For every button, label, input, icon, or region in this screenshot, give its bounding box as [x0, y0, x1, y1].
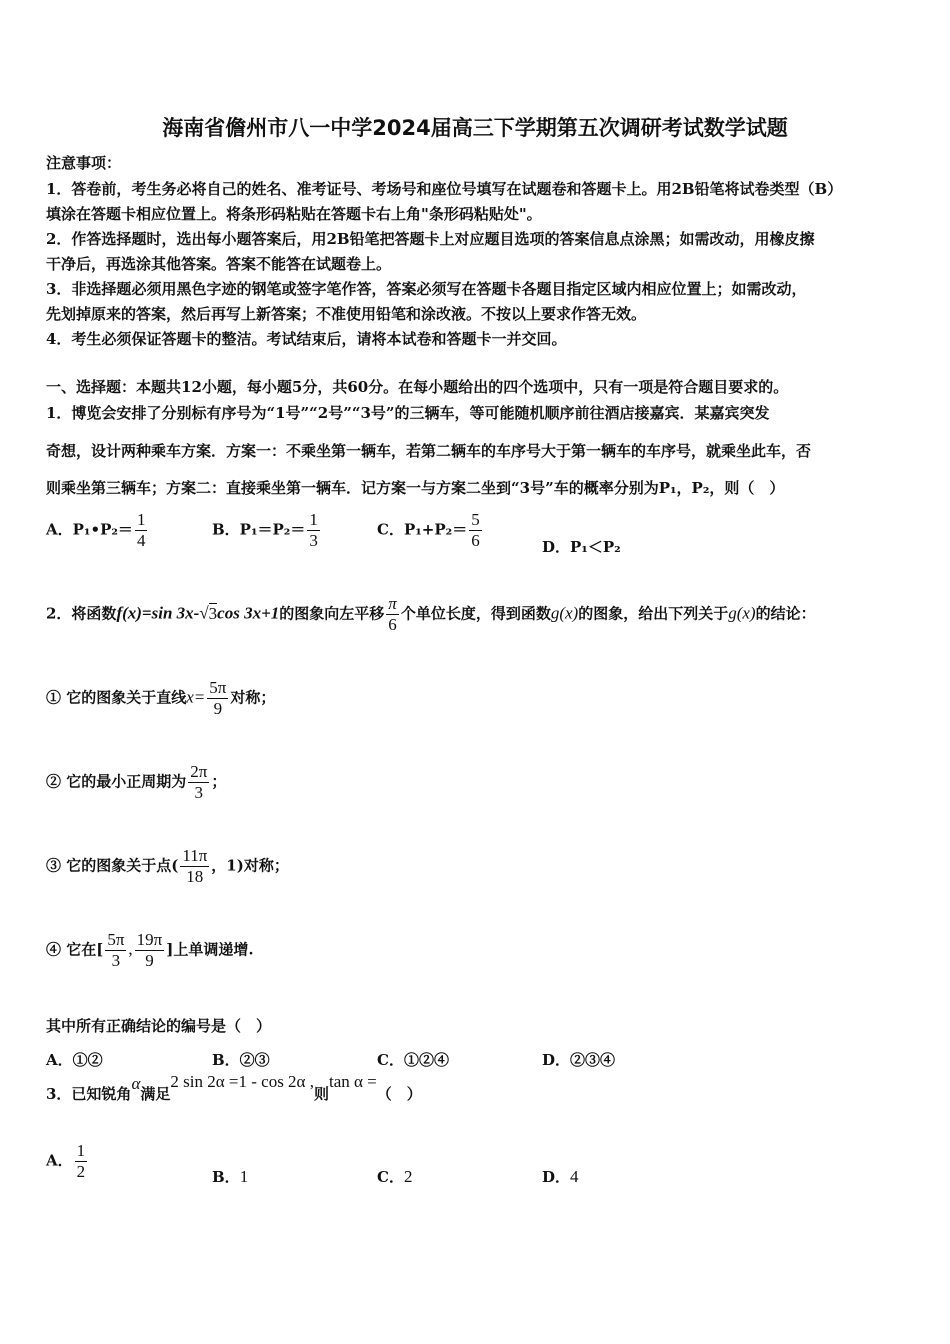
q2-conclusion-2: ② 它的最小正周期为 $\frac{2\pi}{3}$ ；	[46, 762, 227, 802]
q1-option-c[interactable]	[377, 510, 484, 551]
option-label: C．P₁+P₂＝	[377, 520, 468, 539]
q2-option-b[interactable]: B．②③	[212, 1051, 270, 1069]
q1-line: 1．博览会安排了分别标有序号为“1号”“2号”“3号”的三辆车，等可能随机顺序前往酒店接嘉宾．某嘉宾突发	[46, 404, 770, 422]
q2-conclusion-1: ① 它的图象关于直线x= $\frac{5\pi}{9}$ 对称；	[46, 678, 276, 718]
notice-line: 填涂在答题卡相应位置上。将条形码粘贴在答题卡右上角"条形码粘贴处"。	[46, 205, 542, 223]
fraction: $\frac{1}{3}$	[309, 510, 318, 550]
fraction: $\frac{5\pi}{3}$	[107, 930, 125, 970]
q1-option-a[interactable]	[46, 510, 149, 551]
q2-option-d[interactable]: D．②③④	[542, 1051, 616, 1069]
notice-line: 4．考生必须保证答题卡的整洁。考试结束后，请将本试卷和答题卡一并交回。	[46, 330, 567, 348]
q2-stem: 2．将函数f(x)=sin 3x-√3cos 3x+1的图象向左平移 $\frac{\pi}{6}$ 个单位长度，得到函数g(x)的图象，给出下列关于g(x)的结论：	[46, 594, 816, 634]
q1-option-b[interactable]	[212, 510, 322, 551]
option-label: A．P₁•P₂＝	[46, 520, 133, 539]
fraction: $\frac{5\pi}{9}$	[209, 678, 227, 718]
q1-option-d[interactable]: D．P₁＜P₂	[542, 538, 621, 556]
option-label: B．P₁＝P₂＝	[212, 520, 306, 539]
q2-option-c[interactable]: C．①②④	[377, 1051, 449, 1069]
q3-option-d[interactable]: D．4	[542, 1167, 579, 1186]
fraction: $\frac{1}{4}$	[136, 510, 146, 550]
section-heading: 一、选择题：本题共12小题，每小题5分，共60分。在每小题给出的四个选项中，只有一项是符合题目要求的。	[46, 378, 789, 396]
notice-heading: 注意事项：	[46, 154, 122, 172]
page-title: 海南省儋州市八一中学2024届高三下学期第五次调研考试数学试题	[162, 116, 788, 140]
q2-ask: 其中所有正确结论的编号是（ ）	[46, 1017, 272, 1035]
fraction: $\frac{2\pi}{3}$	[190, 762, 208, 802]
fraction: $\frac{11\pi}{18}$	[182, 846, 208, 886]
notice-line: 干净后，再选涂其他答案。答案不能答在试题卷上。	[46, 255, 392, 273]
q1-line: 则乘坐第三辆车；方案二：直接乘坐第一辆车．记方案一与方案二坐到“3号”车的概率分别为P₁，P₂，则（ ）	[46, 479, 785, 497]
q3-option-b[interactable]: B．1	[212, 1167, 249, 1186]
q2-option-a[interactable]: A．①②	[46, 1051, 103, 1069]
q3-option-c[interactable]: C．2	[377, 1167, 413, 1186]
q3-option-a[interactable]: A． $\frac{1}{2}$	[46, 1141, 86, 1181]
q2-conclusion-3: ③ 它的图象关于点( $\frac{11\pi}{18}$ ，1)对称；	[46, 846, 289, 886]
notice-line: 3．非选择题必须用黑色字迹的钢笔或签字笔作答，答案必须写在答题卡各题目指定区域内相应位置上；如需改动，	[46, 280, 807, 298]
q1-line: 奇想，设计两种乘车方案．方案一：不乘坐第一辆车，若第二辆车的车序号大于第一辆车的车序号，就乘坐此车，否	[46, 442, 812, 460]
q3-stem: 3．已知锐角α满足2 sin 2α =1 - cos 2α ,则tan α =（ ）	[46, 1072, 422, 1103]
notice-line: 2．作答选择题时，选出每小题答案后，用2B铅笔把答题卡上对应题目选项的答案信息点涂黑；如需改动，用橡皮擦	[46, 230, 815, 248]
fraction: $\frac{\pi}{6}$	[388, 594, 397, 634]
fraction: $\frac{1}{2}$	[76, 1141, 86, 1181]
q2-conclusion-4: ④ 它在[ $\frac{5\pi}{3}$ , $\frac{19\pi}{9}$ ]上单调递增.	[46, 930, 254, 970]
fraction: $\frac{19\pi}{9}$	[136, 930, 163, 970]
fraction: $\frac{5}{6}$	[471, 510, 480, 550]
notice-line: 先划掉原来的答案，然后再写上新答案；不准使用铅笔和涂改液。不按以上要求作答无效。	[46, 305, 647, 323]
notice-line: 1．答卷前，考生务必将自己的姓名、准考证号、考场号和座位号填写在试题卷和答题卡上。用2B铅笔将试卷类型（B）	[46, 180, 843, 198]
